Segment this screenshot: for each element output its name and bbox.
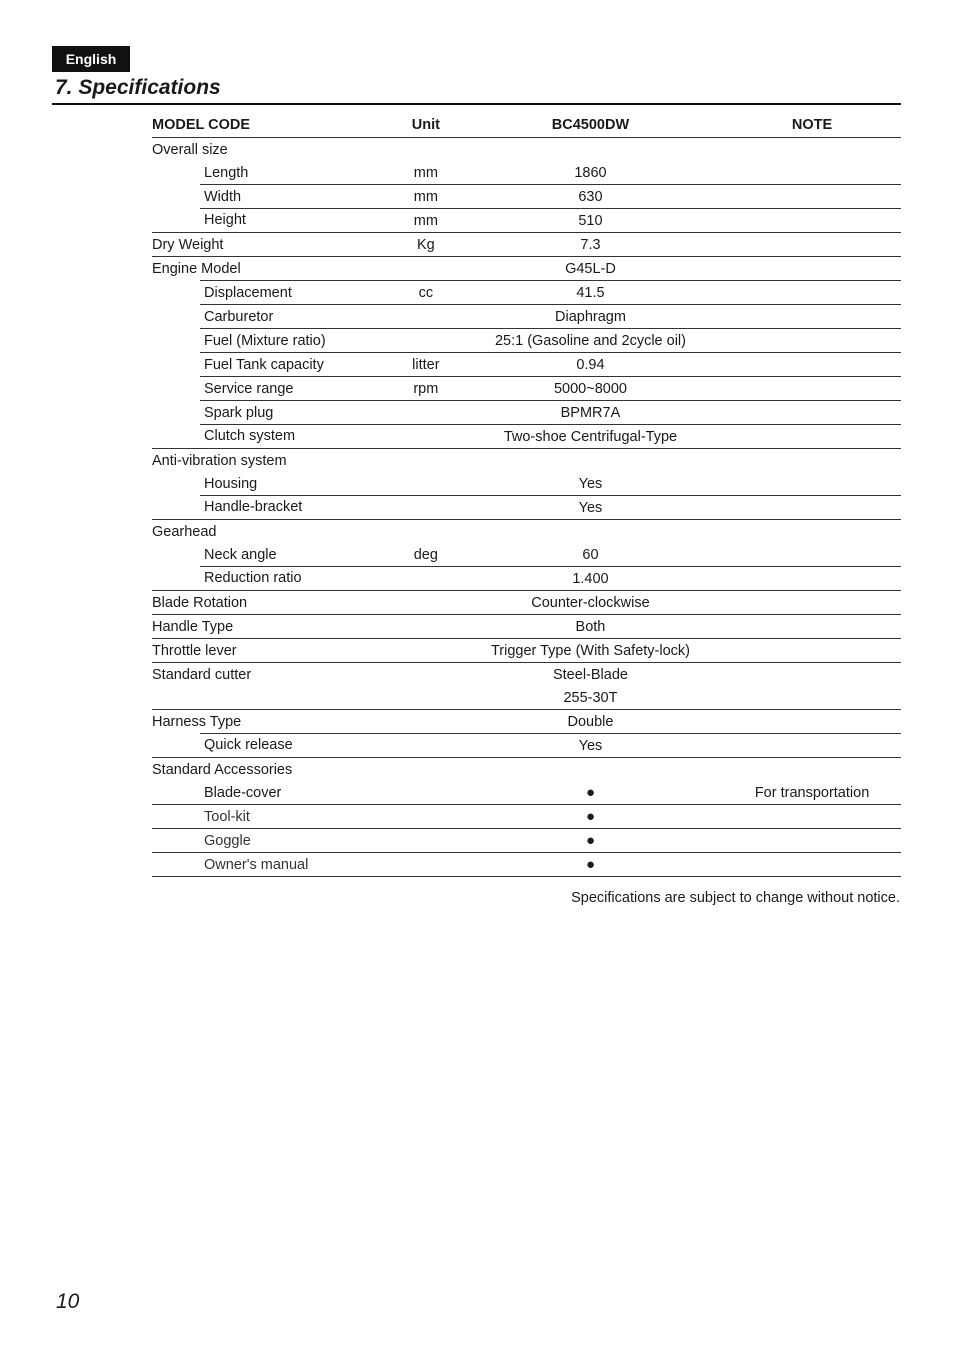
- page-number: 10: [56, 1290, 80, 1313]
- row-note: [723, 138, 901, 162]
- row-label: Carburetor: [152, 305, 394, 329]
- row-value: 5000~8000: [458, 377, 723, 401]
- table-row: [152, 520, 901, 544]
- row-note: [723, 401, 901, 425]
- row-value: 630: [458, 185, 723, 209]
- row-note: [723, 233, 901, 257]
- row-label: Dry Weight: [152, 233, 394, 257]
- row-label: Fuel Tank capacity: [152, 353, 394, 377]
- row-value: 60: [582, 546, 599, 563]
- row-label: Overall size: [152, 141, 228, 158]
- row-unit: [394, 449, 458, 473]
- table-row: [152, 449, 901, 473]
- table-row: [152, 401, 901, 425]
- row-note: [723, 686, 901, 710]
- row-unit: [394, 591, 458, 615]
- row-value: Yes: [458, 734, 723, 758]
- row-unit: [394, 758, 458, 782]
- row-unit: [394, 472, 458, 496]
- table-row: [152, 353, 901, 377]
- row-note: [723, 663, 901, 687]
- row-unit: deg: [413, 546, 438, 563]
- row-unit: [394, 425, 458, 449]
- row-value: Diaphragm: [458, 305, 723, 329]
- table-row: [152, 138, 901, 162]
- row-unit: [394, 829, 458, 853]
- row-value: 1.400: [458, 567, 723, 591]
- row-label: Displacement: [152, 281, 394, 305]
- row-label: Handle-bracket: [152, 496, 394, 520]
- table-row: [152, 710, 901, 734]
- row-unit: [394, 567, 458, 591]
- row-note: [723, 734, 901, 758]
- row-value: 255-30T: [563, 689, 618, 706]
- row-unit: mm: [413, 164, 438, 181]
- row-unit: mm: [394, 185, 458, 209]
- row-value: G45L-D: [458, 257, 723, 281]
- table-row: [152, 496, 901, 520]
- row-note: [723, 496, 901, 520]
- row-unit: litter: [394, 353, 458, 377]
- row-label: Handle Type: [152, 615, 394, 639]
- table-row: [152, 233, 901, 257]
- table-header-row: [152, 113, 901, 138]
- row-label: Clutch system: [152, 425, 394, 449]
- table-row: [152, 281, 901, 305]
- table-row: [152, 734, 901, 758]
- included-dot-icon: ●: [458, 829, 723, 853]
- row-note: [723, 353, 901, 377]
- row-value: Yes: [578, 475, 603, 492]
- row-value: Two-shoe Centrifugal-Type: [458, 425, 723, 449]
- row-value: 1860: [574, 164, 607, 181]
- row-value: 0.94: [458, 353, 723, 377]
- table-row: [152, 781, 901, 805]
- row-value: [458, 449, 723, 473]
- row-unit: Kg: [394, 233, 458, 257]
- row-note: [723, 805, 901, 829]
- row-label: Reduction ratio: [152, 567, 394, 591]
- row-unit: [394, 305, 458, 329]
- row-unit: mm: [394, 209, 458, 233]
- row-label: Throttle lever: [152, 639, 394, 663]
- row-value: Steel-Blade: [458, 663, 723, 687]
- row-label: Engine Model: [152, 257, 394, 281]
- table-row: [152, 425, 901, 449]
- row-note: [723, 853, 901, 877]
- row-note: [723, 377, 901, 401]
- row-value: Yes: [458, 496, 723, 520]
- included-dot-icon: ●: [458, 805, 723, 829]
- row-label: Blade Rotation: [152, 591, 394, 615]
- table-row: [152, 209, 901, 233]
- row-unit: [394, 520, 458, 544]
- header-model: BC4500DW: [458, 113, 723, 138]
- row-value: Trigger Type (With Safety-lock): [458, 639, 723, 663]
- table-row: [152, 543, 901, 567]
- row-note: [723, 639, 901, 663]
- header-unit: Unit: [394, 113, 458, 138]
- row-value: Both: [458, 615, 723, 639]
- row-unit: [394, 257, 458, 281]
- row-note: [723, 257, 901, 281]
- row-label: Owner's manual: [152, 853, 394, 877]
- table-row: [152, 758, 901, 782]
- table-row: [152, 257, 901, 281]
- header-model-code: MODEL CODE: [152, 113, 394, 138]
- row-label: Width: [152, 185, 394, 209]
- row-note: [723, 329, 901, 353]
- row-label: Gearhead: [152, 520, 394, 544]
- row-label: Quick release: [152, 734, 394, 758]
- row-note: [723, 615, 901, 639]
- row-label: Standard Accessories: [152, 758, 394, 782]
- row-label: Harness Type: [152, 710, 394, 734]
- row-label: Goggle: [152, 829, 394, 853]
- row-note: [723, 758, 901, 782]
- table-row: [152, 591, 901, 615]
- table-row: [152, 329, 901, 353]
- row-note: [723, 281, 901, 305]
- row-unit: rpm: [394, 377, 458, 401]
- row-value: [458, 520, 723, 544]
- row-note: [723, 449, 901, 473]
- row-value: 41.5: [458, 281, 723, 305]
- row-label: Height: [152, 209, 394, 233]
- row-note: [723, 543, 901, 567]
- row-unit: [394, 401, 458, 425]
- row-value: 7.3: [458, 233, 723, 257]
- header-note: NOTE: [723, 113, 901, 138]
- title-divider: [52, 103, 901, 105]
- row-unit: [394, 496, 458, 520]
- row-label: Anti-vibration system: [152, 449, 394, 473]
- specifications-table: [152, 113, 901, 877]
- row-label: Fuel (Mixture ratio): [152, 329, 394, 353]
- row-unit: [394, 686, 458, 710]
- table-row: [152, 829, 901, 853]
- row-note: [723, 829, 901, 853]
- row-note: [723, 209, 901, 233]
- row-unit: [394, 639, 458, 663]
- footnote: Specifications are subject to change without notice.: [571, 890, 900, 906]
- included-dot-icon: ●: [458, 853, 723, 877]
- row-value: 25:1 (Gasoline and 2cycle oil): [458, 329, 723, 353]
- row-unit: [394, 663, 458, 687]
- row-label: Standard cutter: [152, 663, 394, 687]
- row-label: [152, 686, 394, 710]
- row-note: [723, 567, 901, 591]
- row-label: Service range: [152, 377, 394, 401]
- row-label: Length: [204, 164, 249, 181]
- row-note: [723, 305, 901, 329]
- row-value: [458, 138, 723, 162]
- included-dot-icon: ●: [585, 784, 595, 801]
- row-label: Housing: [204, 475, 258, 492]
- row-unit: [394, 329, 458, 353]
- row-note: For transportation: [754, 784, 870, 801]
- row-unit: cc: [394, 281, 458, 305]
- table-row: [152, 185, 901, 209]
- table-row: [152, 615, 901, 639]
- row-note: [723, 185, 901, 209]
- row-value: 510: [458, 209, 723, 233]
- row-label: Neck angle: [204, 546, 277, 563]
- row-unit: [394, 615, 458, 639]
- row-note: [723, 472, 901, 496]
- table-row: [152, 639, 901, 663]
- row-unit: [394, 710, 458, 734]
- table-row: [152, 686, 901, 710]
- table-row: [152, 377, 901, 401]
- row-unit: [394, 805, 458, 829]
- row-note: [723, 520, 901, 544]
- row-value: Counter-clockwise: [458, 591, 723, 615]
- row-unit: [394, 781, 458, 805]
- row-note: [723, 161, 901, 185]
- table-row: [152, 305, 901, 329]
- row-note: [723, 591, 901, 615]
- table-row: [152, 567, 901, 591]
- table-row: [152, 663, 901, 687]
- table-row: [152, 853, 901, 877]
- table-row: [152, 161, 901, 185]
- row-unit: [394, 853, 458, 877]
- row-label: Spark plug: [152, 401, 394, 425]
- row-value: [458, 758, 723, 782]
- language-tab: English: [52, 46, 130, 72]
- section-title: 7. Specifications: [55, 76, 221, 99]
- row-unit: [394, 138, 458, 162]
- row-label: Tool-kit: [152, 805, 394, 829]
- row-value: BPMR7A: [458, 401, 723, 425]
- row-unit: [394, 734, 458, 758]
- row-value: Double: [458, 710, 723, 734]
- row-note: [723, 425, 901, 449]
- row-note: [723, 710, 901, 734]
- table-row: [152, 472, 901, 496]
- table-row: [152, 805, 901, 829]
- row-label: Blade-cover: [204, 784, 282, 801]
